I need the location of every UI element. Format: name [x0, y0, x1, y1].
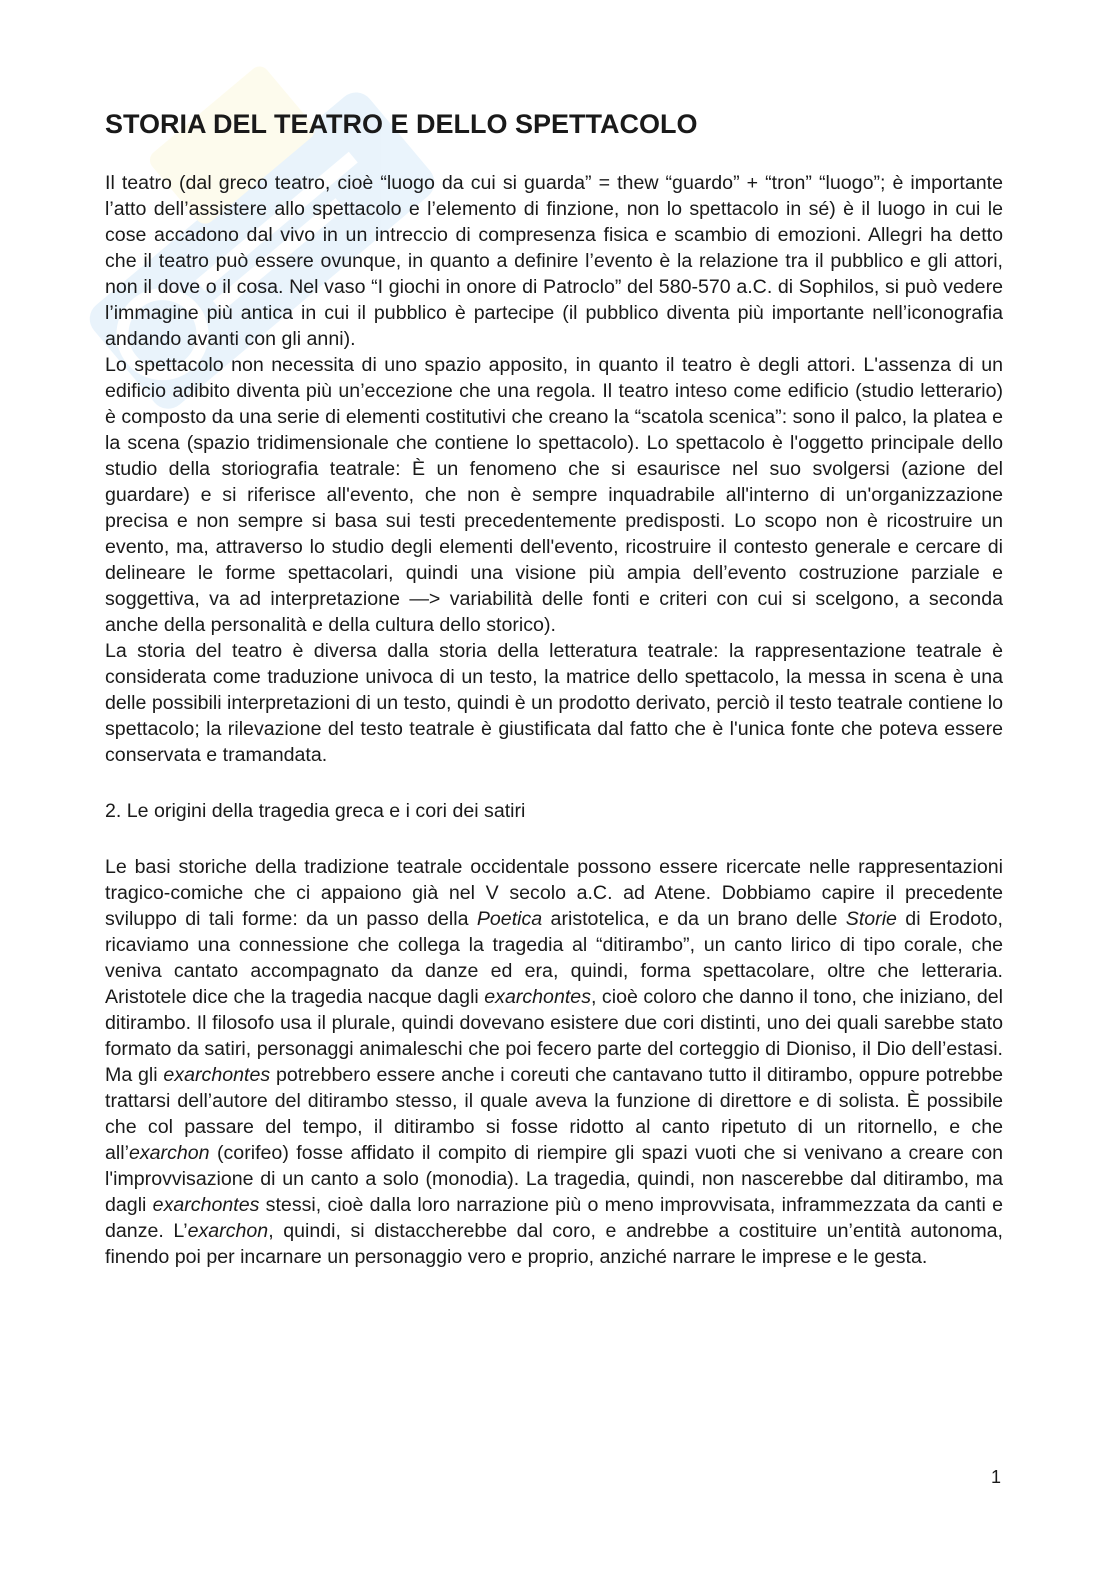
text-run: , quindi, si distaccherebbe dal coro, e andrebbe a costituire un’entità autonoma, finendo poi per incarnare un personaggio vero e proprio, anziché narrare le imprese e le gesta. — [105, 1220, 1004, 1268]
paragraph-2: Lo spettacolo non necessita di uno spazio apposito, in quanto il teatro è degli attori. L'assenza di un edificio adibito diventa più un’eccezione che una regola. Il teatro inteso come edificio (studio letterario) è composto da una serie di elementi costitutivi che creano la “scatola scenica”: sono il palco, la platea e la scena (spazio tridimensionale che contiene lo spettacolo). Lo spettacolo è l'oggetto principale dello studio della storiografia teatrale: È un fenomeno che si esaurisce nel suo svolgersi (azione del guardare) e si riferisce all'evento, che non è sempre inquadrabile all'interno di un'organizzazione precisa e non sempre si basa sui testi precedentemente predisposti. Lo scopo non è ricostruire un evento, ma, attraverso lo studio degli elementi dell'evento, ricostruire il contesto generale e cercare di delineare le forme spettacolari, quindi una visione più ampia dell’evento costruzione parziale e soggettiva, va ad interpretazione —> variabilità delle fonti e criteri con cui si scelgono, a seconda anche della personalità e della cultura dello storico). — [105, 354, 1003, 636]
text-run: di Erodoto, ricaviamo una connessione che collega la tragedia al “ditirambo”, un canto lirico di tipo corale, che veniva cantato accompagnato da danze ed era, quindi, forma spettacolare, oltre che letteraria. Aristotele dice che la tragedia nacque dagli — [105, 908, 1003, 1008]
text-run: stessi, cioè dalla loro narrazione più o meno improvvisata, inframmezzata da canti e danze. L’ — [105, 1194, 1003, 1242]
section-title: 2. Le origini della tragedia greca e i cori dei satiri — [105, 800, 526, 822]
document-page — [105, 100, 1003, 1270]
italic-run: Storie — [845, 908, 897, 930]
page-number: 1 — [990, 1467, 1001, 1487]
text-run: aristotelica, e da un brano delle — [542, 908, 846, 930]
document-title: STORIA DEL TEATRO E DELLO SPETTACOLO — [105, 109, 698, 139]
paragraph-1: Il teatro (dal greco teatro, cioè “luogo da cui si guarda” = thew “guardo” + “tron” “luogo”; è importante l’atto dell’assistere allo spettacolo e l’elemento di finzione, non lo spettacolo in sé) è il luogo in cui le cose accadono dal vivo in un intreccio di compresenza fisica e scambio di emozioni. Allegri ha detto che il teatro può essere ovunque, in quanto a definire l’evento è la relazione tra il pubblico e gli attori, non il dove o il cosa. Nel vaso “I giochi in onore di Patroclo” del 580-570 a.C. di Sophilos, si può vedere l’immagine più antica in cui il pubblico è partecipe (il pubblico diventa più importante nell’iconografia andando avanti con gli anni). — [105, 172, 1003, 350]
section-paragraph — [105, 854, 1003, 1270]
italic-run: exarchontes — [152, 1194, 260, 1216]
text-run: , cioè coloro che danno il tono, che iniziano, del ditirambo. Il filosofo usa il plurale, quindi dovevano esistere due cori distinti, uno dei quali sarebbe stato formato da satiri, personaggi animaleschi che poi fecero parte del corteggio di Dioniso, il Dio dell’estasi. Ma gli — [105, 986, 1003, 1086]
italic-run: exarchon — [187, 1220, 269, 1242]
text-run: potrebbero essere anche i coreuti che cantavano tutto il ditirambo, oppure potrebbe trattarsi dell’autore del ditirambo stesso, il quale aveva la funzione di direttore e di solista. È possibile che col passare del tempo, il ditirambo si fosse ridotto al canto ripetuto di un ritornello, e che all’ — [105, 1064, 1003, 1164]
italic-run: exarchontes — [484, 986, 591, 1008]
text-run: Le basi storiche della tradizione teatrale occidentale possono essere ricercate nelle rappresentazioni tragico-comiche che ci appaiono già nel V secolo a.C. ad Atene. Dobbiamo capire il precedente sviluppo di tali forme: da un passo della — [105, 856, 1003, 930]
paragraph-3: La storia del teatro è diversa dalla storia della letteratura teatrale: la rappresentazione teatrale è considerata come traduzione univoca di un testo, la matrice dello spettacolo, la messa in scena è una delle possibili interpretazioni di un testo, quindi è un prodotto derivato, perciò il testo teatrale contiene lo spettacolo; la rilevazione del testo teatrale è giustificata dal fatto che è l'unica fonte che poteva essere conservata e tramandata. — [105, 640, 1003, 766]
italic-run: Poetica — [476, 908, 543, 930]
text-run: (corifeo) fosse affidato il compito di riempire gli spazi vuoti che si venivano a creare con l'improvvisazione di un canto a solo (monodia). La tragedia, quindi, non nascerebbe dal ditirambo, ma dagli — [105, 1142, 1003, 1216]
italic-run: exarchontes — [163, 1064, 271, 1086]
italic-run: exarchon — [128, 1142, 210, 1164]
